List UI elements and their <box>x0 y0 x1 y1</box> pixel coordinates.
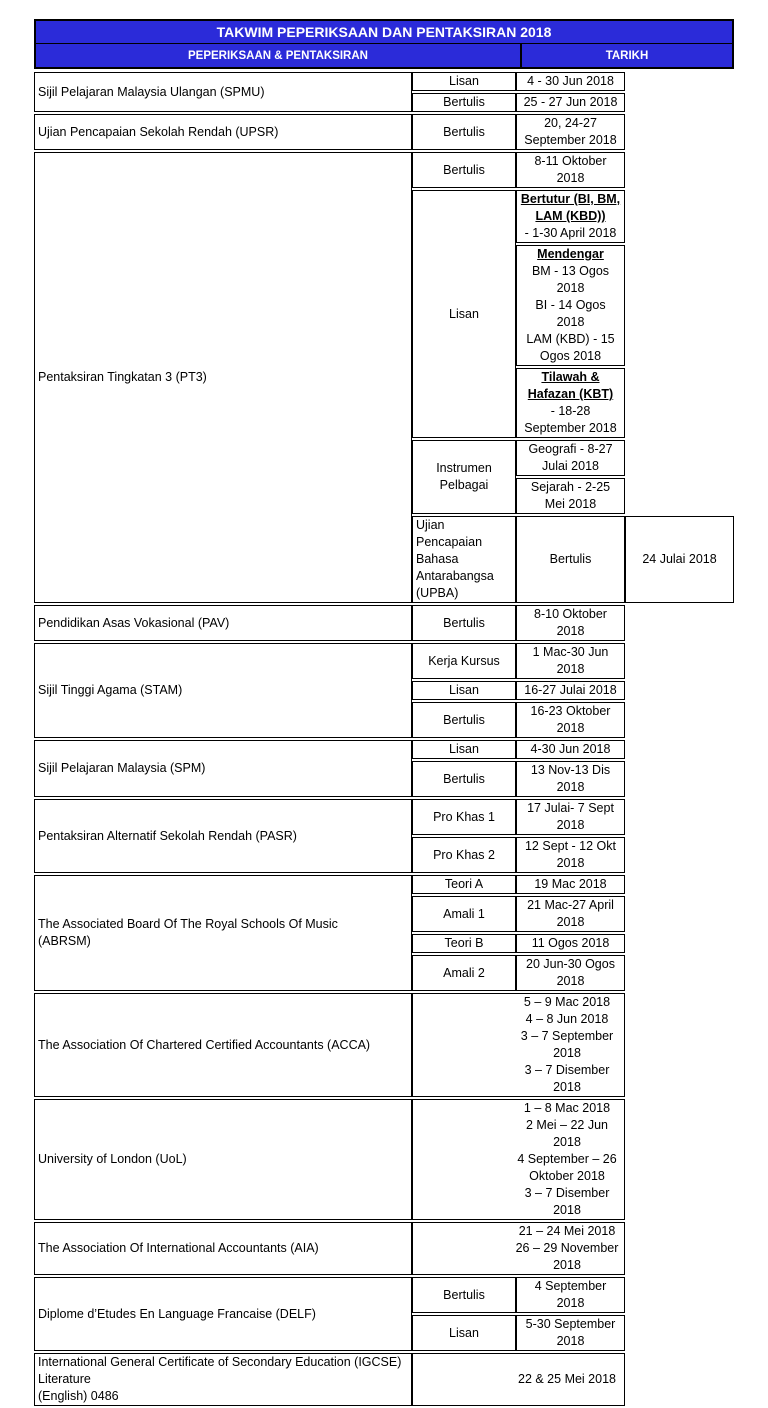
exam-name: Sijil Pelajaran Malaysia Ulangan (SPMU) <box>34 72 412 112</box>
exam-date: 21 – 24 Mei 2018 <box>518 1224 616 1238</box>
exam-date: 17 Julai- 7 Sept 2018 <box>516 799 625 835</box>
exam-mode: Amali 2 <box>412 955 516 991</box>
tilawah-title: Tilawah & Hafazan (KBT) <box>527 370 614 401</box>
table-row <box>34 1353 734 1406</box>
exam-mode: Lisan <box>412 72 516 91</box>
exam-mode: Bertulis <box>412 761 516 797</box>
table-row <box>34 1222 734 1275</box>
exam-mode: Bertulis <box>412 605 516 641</box>
exam-mode: Pro Khas 2 <box>412 837 516 873</box>
exam-date: 2 Mei – 22 Jun 2018 <box>526 1118 608 1149</box>
exam-name: Ujian Pencapaian Bahasa Antarabangsa (UPBA) <box>412 516 516 603</box>
table-row <box>34 643 734 679</box>
exam-date: 5-30 September 2018 <box>516 1315 625 1351</box>
exam-mode: Bertulis <box>412 152 516 188</box>
table-header <box>34 43 734 69</box>
exam-date: 1 – 8 Mac 2018 <box>523 1101 611 1115</box>
table-row <box>34 152 734 188</box>
exam-date: 20, 24-27 September 2018 <box>516 114 625 150</box>
exam-mode: Bertulis <box>412 114 516 150</box>
table-row <box>34 993 734 1097</box>
exam-date: 19 Mac 2018 <box>516 875 625 894</box>
exam-mode: Lisan <box>412 681 516 700</box>
table-row <box>34 72 734 91</box>
exam-date-block <box>412 1099 625 1220</box>
exam-mode <box>412 440 516 514</box>
exam-date-block <box>412 993 625 1097</box>
exam-mode: Bertulis <box>412 93 516 112</box>
table-row <box>34 1099 734 1220</box>
exam-name: Pentaksiran Tingkatan 3 (PT3) <box>34 152 412 603</box>
instrumen-label: Pelbagai <box>439 478 489 492</box>
calendar-sheet <box>34 19 734 1408</box>
exam-date: 3 – 7 Disember 2018 <box>524 1063 610 1094</box>
mendengar-title: Mendengar <box>537 247 604 261</box>
exam-name: Diplome d’Etudes En Language Francaise (DELF) <box>34 1277 412 1351</box>
mendengar-date: BM - 13 Ogos 2018 <box>531 264 610 295</box>
exam-name: Pentaksiran Alternatif Sekolah Rendah (PASR) <box>34 799 412 873</box>
exam-name-line: (English) 0486 <box>38 1389 119 1403</box>
exam-name <box>34 875 412 991</box>
exam-date: Geografi - 8-27 Julai 2018 <box>516 440 625 476</box>
exam-date: 12 Sept - 12 Okt 2018 <box>516 837 625 873</box>
exam-name: Sijil Tinggi Agama (STAM) <box>34 643 412 738</box>
exam-name: Pendidikan Asas Vokasional (PAV) <box>34 605 412 641</box>
exam-date: 24 Julai 2018 <box>625 516 734 603</box>
page-title: TAKWIM PEPERIKSAAN DAN PENTAKSIRAN 2018 <box>34 19 734 43</box>
exam-name-line: International General Certificate of Secondary Education (IGCSE) Literature <box>38 1355 402 1386</box>
exam-date: 4 September 2018 <box>516 1277 625 1313</box>
exam-date: 4 September – 26 Oktober 2018 <box>517 1152 617 1183</box>
exam-mode: Lisan <box>412 190 516 438</box>
exam-name-line: The Associated Board Of The Royal Schools Of Music <box>38 917 338 931</box>
exam-mode: Bertulis <box>516 516 625 603</box>
exam-date: 4 - 30 Jun 2018 <box>516 72 625 91</box>
table-row <box>34 799 734 835</box>
exam-date: Sejarah - 2-25 Mei 2018 <box>516 478 625 514</box>
exam-mode: Bertulis <box>412 1277 516 1313</box>
exam-date: 13 Nov-13 Dis 2018 <box>516 761 625 797</box>
exam-name: University of London (UoL) <box>34 1099 412 1220</box>
exam-mode: Lisan <box>412 740 516 759</box>
exam-date: 16-27 Julai 2018 <box>516 681 625 700</box>
bertutur-date: - 1-30 April 2018 <box>524 226 617 240</box>
exam-date-block <box>516 368 625 438</box>
bertutur-title: Bertutur (BI, BM, LAM (KBD)) <box>520 192 621 223</box>
exam-date: 5 – 9 Mac 2018 <box>523 995 611 1009</box>
table-row <box>34 875 734 894</box>
exam-name: Sijil Pelajaran Malaysia (SPM) <box>34 740 412 797</box>
exam-mode: Teori B <box>412 934 516 953</box>
exam-date: 20 Jun-30 Ogos 2018 <box>516 955 625 991</box>
exam-mode: Amali 1 <box>412 896 516 932</box>
exam-mode: Bertulis <box>412 702 516 738</box>
mendengar-date: LAM (KBD) - 15 Ogos 2018 <box>526 332 615 363</box>
exam-date: 21 Mac-27 April 2018 <box>516 896 625 932</box>
exam-date-block <box>516 245 625 366</box>
exam-name <box>34 1353 412 1406</box>
exam-mode: Teori A <box>412 875 516 894</box>
exam-mode: Pro Khas 1 <box>412 799 516 835</box>
exam-date: 3 – 7 Disember 2018 <box>524 1186 610 1217</box>
mendengar-date: BI - 14 Ogos 2018 <box>535 298 606 329</box>
exam-date-block <box>412 1222 625 1275</box>
exam-date: 8-10 Oktober 2018 <box>516 605 625 641</box>
header-date: TARIKH <box>520 44 732 67</box>
tilawah-date: - 18-28 September 2018 <box>524 404 617 435</box>
exam-date: 22 & 25 Mei 2018 <box>412 1353 625 1406</box>
exam-table <box>34 70 734 1408</box>
table-row <box>34 740 734 759</box>
header-exam: PEPERIKSAAN & PENTAKSIRAN <box>36 44 520 67</box>
exam-date: 8-11 Oktober 2018 <box>516 152 625 188</box>
exam-date: 16-23 Oktober 2018 <box>516 702 625 738</box>
exam-date: 4 – 8 Jun 2018 <box>525 1012 609 1026</box>
exam-name: The Association Of International Accountants (AIA) <box>34 1222 412 1275</box>
table-row <box>34 1277 734 1313</box>
table-row <box>34 114 734 150</box>
exam-mode: Lisan <box>412 1315 516 1351</box>
exam-name-line: (ABRSM) <box>38 934 91 948</box>
exam-date: 4-30 Jun 2018 <box>516 740 625 759</box>
exam-date: 3 – 7 September 2018 <box>520 1029 614 1060</box>
exam-date: 11 Ogos 2018 <box>516 934 625 953</box>
exam-name: Ujian Pencapaian Sekolah Rendah (UPSR) <box>34 114 412 150</box>
instrumen-label: Instrumen <box>436 461 492 475</box>
exam-mode: Kerja Kursus <box>412 643 516 679</box>
exam-date-block <box>516 190 625 243</box>
exam-date: 25 - 27 Jun 2018 <box>516 93 625 112</box>
exam-date: 1 Mac-30 Jun 2018 <box>516 643 625 679</box>
exam-date: 26 – 29 November 2018 <box>515 1241 619 1272</box>
exam-name: The Association Of Chartered Certified Accountants (ACCA) <box>34 993 412 1097</box>
table-row <box>34 605 734 641</box>
